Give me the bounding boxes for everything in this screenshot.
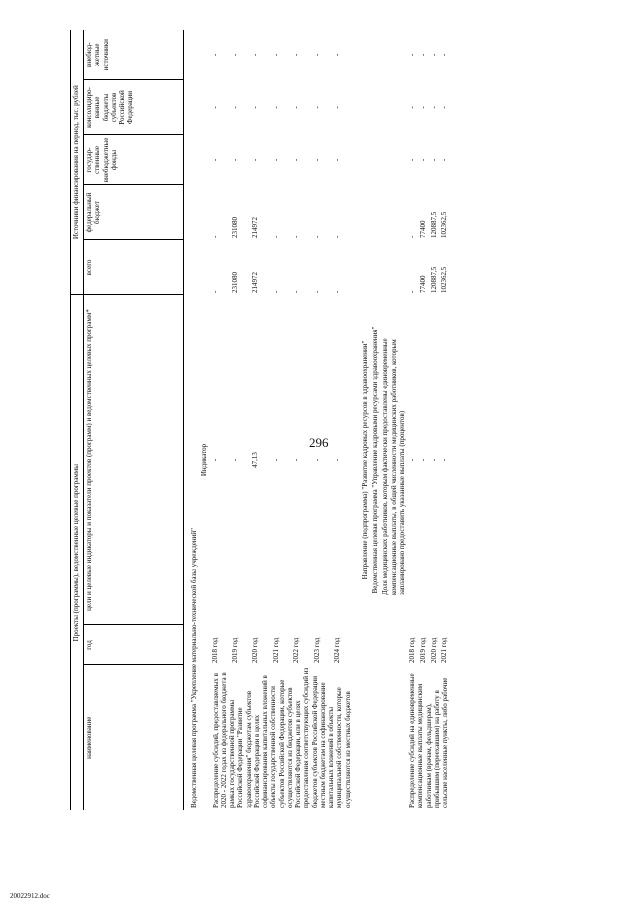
goal-cell: - bbox=[210, 458, 219, 462]
state-funds-cell: - bbox=[230, 158, 239, 162]
state-funds-cell: - bbox=[418, 158, 427, 162]
state-funds-cell: - bbox=[292, 158, 301, 162]
col-federal-header: федеральный бюджет bbox=[84, 185, 184, 240]
consolidated-cell: - bbox=[210, 106, 219, 109]
offbudget-cell: - bbox=[418, 53, 427, 57]
consolidated-cell: - bbox=[333, 106, 342, 109]
goal-cell: - bbox=[292, 458, 301, 462]
total-cell: - bbox=[210, 290, 219, 293]
year-cell: 2023 год bbox=[312, 637, 321, 663]
col-goals-header: цели и целевые индикаторы и показатели проектов (программ) и ведомственных целевых программ* bbox=[84, 295, 184, 625]
table-row bbox=[407, 30, 418, 810]
offbudget-cell: - bbox=[408, 53, 416, 57]
total-cell: - bbox=[408, 290, 416, 293]
federal-cell: - bbox=[333, 235, 342, 238]
consolidated-cell: - bbox=[418, 106, 427, 109]
section2-program: Ведомственная целевая программа "Управление кадровыми ресурсами здравоохранения" bbox=[371, 326, 379, 594]
col-name-header: наименование bbox=[84, 665, 184, 810]
consolidated-cell: - bbox=[440, 106, 449, 109]
col-consolidated-header: консолидиро-ванные бюджеты субъектов Российской Федерации bbox=[84, 80, 184, 135]
total-cell: 231080 bbox=[230, 271, 239, 293]
section1-title-row bbox=[184, 30, 200, 810]
offbudget-cell: - bbox=[312, 53, 321, 57]
year-cell: 2018 год bbox=[408, 637, 416, 663]
total-cell: 102362,5 bbox=[440, 266, 449, 293]
year-cell: 2020 год bbox=[251, 637, 260, 663]
federal-cell: - bbox=[271, 235, 280, 238]
year-cell: 2022 год bbox=[292, 637, 301, 663]
year-cell: 2021 год bbox=[440, 637, 449, 663]
sources-header: Источники финансирования на период, тыс. рублей bbox=[71, 30, 84, 295]
federal-cell: 102362,5 bbox=[440, 211, 449, 238]
section2-direction: Направление (подпрограмма) "Развитие кадровых ресурсов в здравоохранении" bbox=[360, 340, 369, 580]
total-cell: - bbox=[333, 290, 342, 293]
federal-cell: 77400 bbox=[418, 220, 427, 238]
federal-cell: 120887,5 bbox=[429, 211, 438, 238]
state-funds-cell: - bbox=[210, 158, 219, 162]
section2-indicator-row bbox=[380, 30, 407, 810]
goal-cell: - bbox=[230, 458, 239, 462]
year-cell: 2021 год bbox=[271, 637, 280, 663]
federal-cell: - bbox=[312, 235, 321, 238]
goal-cell: - bbox=[312, 458, 321, 462]
state-funds-cell: - bbox=[408, 158, 416, 162]
total-cell: 214972 bbox=[251, 271, 260, 293]
year-cell: 2018 год bbox=[210, 637, 219, 663]
consolidated-cell: - bbox=[251, 106, 260, 109]
projects-header: Проекты (программы), ведомственные целевые программы bbox=[71, 295, 84, 810]
offbudget-cell: - bbox=[333, 53, 342, 57]
offbudget-cell: - bbox=[429, 53, 438, 57]
consolidated-cell: - bbox=[271, 106, 280, 109]
total-cell: - bbox=[312, 290, 321, 293]
state-funds-cell: - bbox=[333, 158, 342, 162]
header-row-columns bbox=[84, 30, 184, 810]
offbudget-cell: - bbox=[210, 53, 219, 57]
section1-title: Ведомственная целевая программа "Укрепление материально-технической базы учреждений" bbox=[190, 528, 198, 808]
consolidated-cell: - bbox=[408, 106, 416, 109]
year-cell: 2019 год bbox=[230, 637, 239, 663]
goal-cell: - bbox=[271, 458, 280, 462]
section2-indicator: Доля медицинских работников, которым фактически предоставлены единовременные компенсационные выплаты, в общей численности медицинских работников, которым запланировано предоставить указанные выплаты (процентов) bbox=[381, 338, 406, 595]
federal-cell: 214972 bbox=[251, 216, 260, 238]
col-year-header: год bbox=[84, 625, 184, 665]
header-row-top bbox=[71, 30, 84, 810]
total-cell: - bbox=[271, 290, 280, 293]
goal-cell: - bbox=[418, 458, 427, 462]
section1-measure-name: Распределение субсидий, предоставляемых в 2020 - 2022 годах из федерального бюджета в рамках государственной программы Российской Федерации "Развитие здравоохранения" бюджетам субъектов Российской Федерации в целях софинансирования капитальных вложений в объекты государственной собственности субъектов Российской Федерации, которые осуществляются из бюджетов субъектов Российской Федерации, или в целях предоставления соответствующих субсидий из бюджетов субъектов Российской Федерации местным бюджетам на софинансирование капитальных вложений в объекты муниципальной собственности, которые осуществляются из местных бюджетов bbox=[211, 667, 352, 808]
table-row bbox=[210, 30, 230, 810]
consolidated-cell: - bbox=[429, 106, 438, 109]
document-footer: 20022912.doc bbox=[10, 892, 50, 900]
consolidated-cell: - bbox=[230, 106, 239, 109]
year-cell: 2020 год bbox=[429, 637, 438, 663]
col-state-funds-header: государ-ственные внебюджетные фонды bbox=[84, 135, 184, 185]
total-cell: 77400 bbox=[418, 275, 427, 293]
federal-cell: - bbox=[408, 235, 416, 238]
offbudget-cell: - bbox=[251, 53, 260, 57]
page-number: 296 bbox=[309, 435, 329, 450]
state-funds-cell: - bbox=[429, 158, 438, 162]
offbudget-cell: - bbox=[230, 53, 239, 57]
total-cell: 120887,5 bbox=[429, 266, 438, 293]
federal-cell: - bbox=[210, 235, 219, 238]
offbudget-cell: - bbox=[440, 53, 449, 57]
year-cell: 2019 год bbox=[418, 637, 427, 663]
col-offbudget-header: внебюд-жетные источники bbox=[84, 30, 184, 80]
consolidated-cell: - bbox=[312, 106, 321, 109]
state-funds-cell: - bbox=[440, 158, 449, 162]
section2-measure-name: Распределение субсидий на единовременные компенсационные выплаты медицинским работникам (врачам, фельдшерам), прибывшим (переехавшим) на работу в сельские населенные пункты, либо рабочие bbox=[408, 673, 449, 808]
col-total-header: всего bbox=[84, 240, 184, 295]
state-funds-cell: - bbox=[312, 158, 321, 162]
offbudget-cell: - bbox=[292, 53, 301, 57]
year-cell: 2024 год bbox=[333, 637, 342, 663]
section2-direction-row bbox=[353, 30, 370, 810]
goal-cell: - bbox=[429, 458, 438, 462]
goal-cell: 47,13 bbox=[251, 452, 260, 468]
section1-indicator-label: Индикатор bbox=[200, 443, 209, 477]
financing-table bbox=[70, 30, 450, 810]
state-funds-cell: - bbox=[271, 158, 280, 162]
goal-cell: - bbox=[333, 458, 342, 462]
federal-cell: 231080 bbox=[230, 216, 239, 238]
federal-cell: - bbox=[292, 235, 301, 238]
consolidated-cell: - bbox=[292, 106, 301, 109]
section2-program-row bbox=[370, 30, 380, 810]
goal-cell: - bbox=[440, 458, 449, 462]
goal-cell: - bbox=[408, 458, 416, 462]
section1-indicator-row bbox=[199, 30, 209, 810]
state-funds-cell: - bbox=[251, 158, 260, 162]
total-cell: - bbox=[292, 290, 301, 293]
rotated-table-page bbox=[70, 30, 610, 810]
offbudget-cell: - bbox=[271, 53, 280, 57]
